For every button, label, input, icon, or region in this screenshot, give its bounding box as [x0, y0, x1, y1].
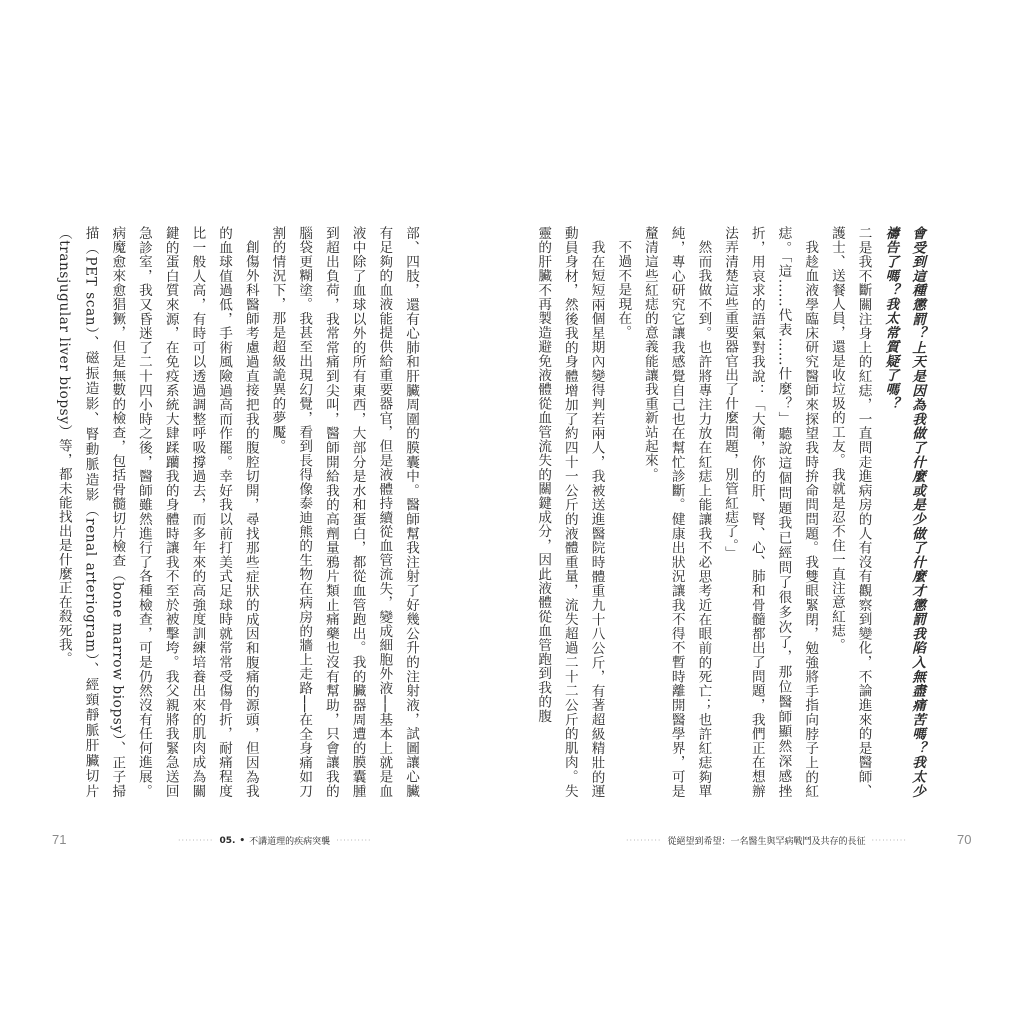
leader-dots: ··········	[626, 836, 662, 845]
body-paragraph-emphasis: 會受到這種懲罰？上天是因為我做了什麼或是少做了什麼才懲罰我陷入無盡痛苦嗎？我太少禱告了嗎？我太常質疑了嗎？	[882, 226, 925, 798]
running-head	[620, 834, 913, 847]
chapter-title: 不講道理的疾病突襲	[249, 837, 331, 847]
page-number: 70	[957, 832, 972, 847]
left-page-body	[55, 226, 424, 798]
book-title: 從絕望到希望：一名醫生與罕病戰鬥及共存的長征	[667, 837, 866, 847]
right-page-body	[535, 226, 930, 798]
running-head	[172, 834, 378, 847]
leader-dots: ··········	[178, 836, 214, 845]
chapter-number: 05.	[219, 835, 236, 846]
page-number: 71	[52, 832, 67, 847]
body-paragraph: 部、四肢，還有心肺和肝臟周圍的膜囊中。醫師幫我注射了好幾公升的注射液，試圖讓心臟有足夠的血液能提供給重要器官，但是液體持續從血管流失，變成細胞外液──基本上就是血液中除了血球以外的所有東西，大部分是水和蛋白，都從血管跑出。我的臟器周遭的膜囊腫到超出負荷，我常常痛到尖叫，醫師開給我的高劑量鴉片類止痛藥也沒有幫助，只會讓我的腦袋更糊塗。我甚至出現幻覺，看到長得像泰迪熊的生物在病房的牆上走路──在全身痛如刀割的情況下，那是超級詭異的夢魘。	[269, 226, 419, 798]
body-paragraph: 二是我不斷關注身上的紅痣，一直問走進病房的人有沒有觀察到變化，不論進來的是醫師、護士、送餐人員，還是收垃圾的工友。我就是忍不住一直注意紅痣。	[828, 226, 872, 798]
body-paragraph: 然而我做不到。也許將專注力放在紅痣上能讓我不必思考近在眼前的死亡；也許紅痣夠單純，專心研究它讓我感覺自己也在幫忙診斷。健康出狀況讓我不得不暫時離開醫學界，可是釐清這些紅痣的意義能讓我重新站起來。	[641, 226, 712, 798]
leader-dots: ··········	[336, 836, 372, 845]
bullet-icon: •	[239, 835, 246, 846]
body-paragraph: 不過不是現在。	[615, 239, 632, 339]
body-paragraph: 創傷外科醫師考慮過直接把我的腹腔切開，尋找那些症狀的成因和腹痛的源頭，但因為我的血球值過低，手術風險過高而作罷。幸好我以前打美式足球時就常常受傷骨折，耐痛程度比一般人高，有時可以透過調整呼吸撐過去，而多年來的高強度訓練培養出來的肌肉成為關鍵的蛋白質來源，在免疫系統大肆蹂躪我的身體時讓我不至於被擊垮。我父親將我緊急送回急診室，我又昏迷了二十四小時之後，醫師雖然進行了各種檢查，可是仍然沒有任何進展。病魔愈來愈猖獗，但是無數的檢查，包括骨髓切片檢查（bone marrow biopsy）、正子掃描（PET scan）、磁振造影、腎動脈造影（renal arteriogram）、經頸靜脈肝臟切片（transjugular liver biopsy）等，都未能找出是什麼正在殺死我。	[55, 226, 259, 798]
right-page	[512, 0, 1024, 1024]
leader-dots: ··········	[871, 836, 907, 845]
body-paragraph: 我在短短兩個星期內變得判若兩人，我被送進醫院時體重九十八公斤，有著超級精壯的運動員身材，然後我的身體增加了約四十一公斤的液體重量，流失超過二十二公斤的肌肉。失靈的肝臟不再製造避免液體從血管流失的關鍵成分，因此液體從血管跑到我的腹	[535, 226, 605, 798]
body-paragraph: 我趁血液學臨床研究醫師來探望我時拚命問問題。我雙眼緊閉，勉強將手指向脖子上的紅痣。「這……代表……什麼？」聽說這個問題我已經問了很多次了，那位醫師顯然深感挫折，用哀求的語氣對我說：「大衛，你的肝、腎、心、肺和骨髓都出了問題，我們正在想辦法弄清楚這些重要器官出了什麼問題，別管紅痣了。」	[722, 226, 819, 798]
